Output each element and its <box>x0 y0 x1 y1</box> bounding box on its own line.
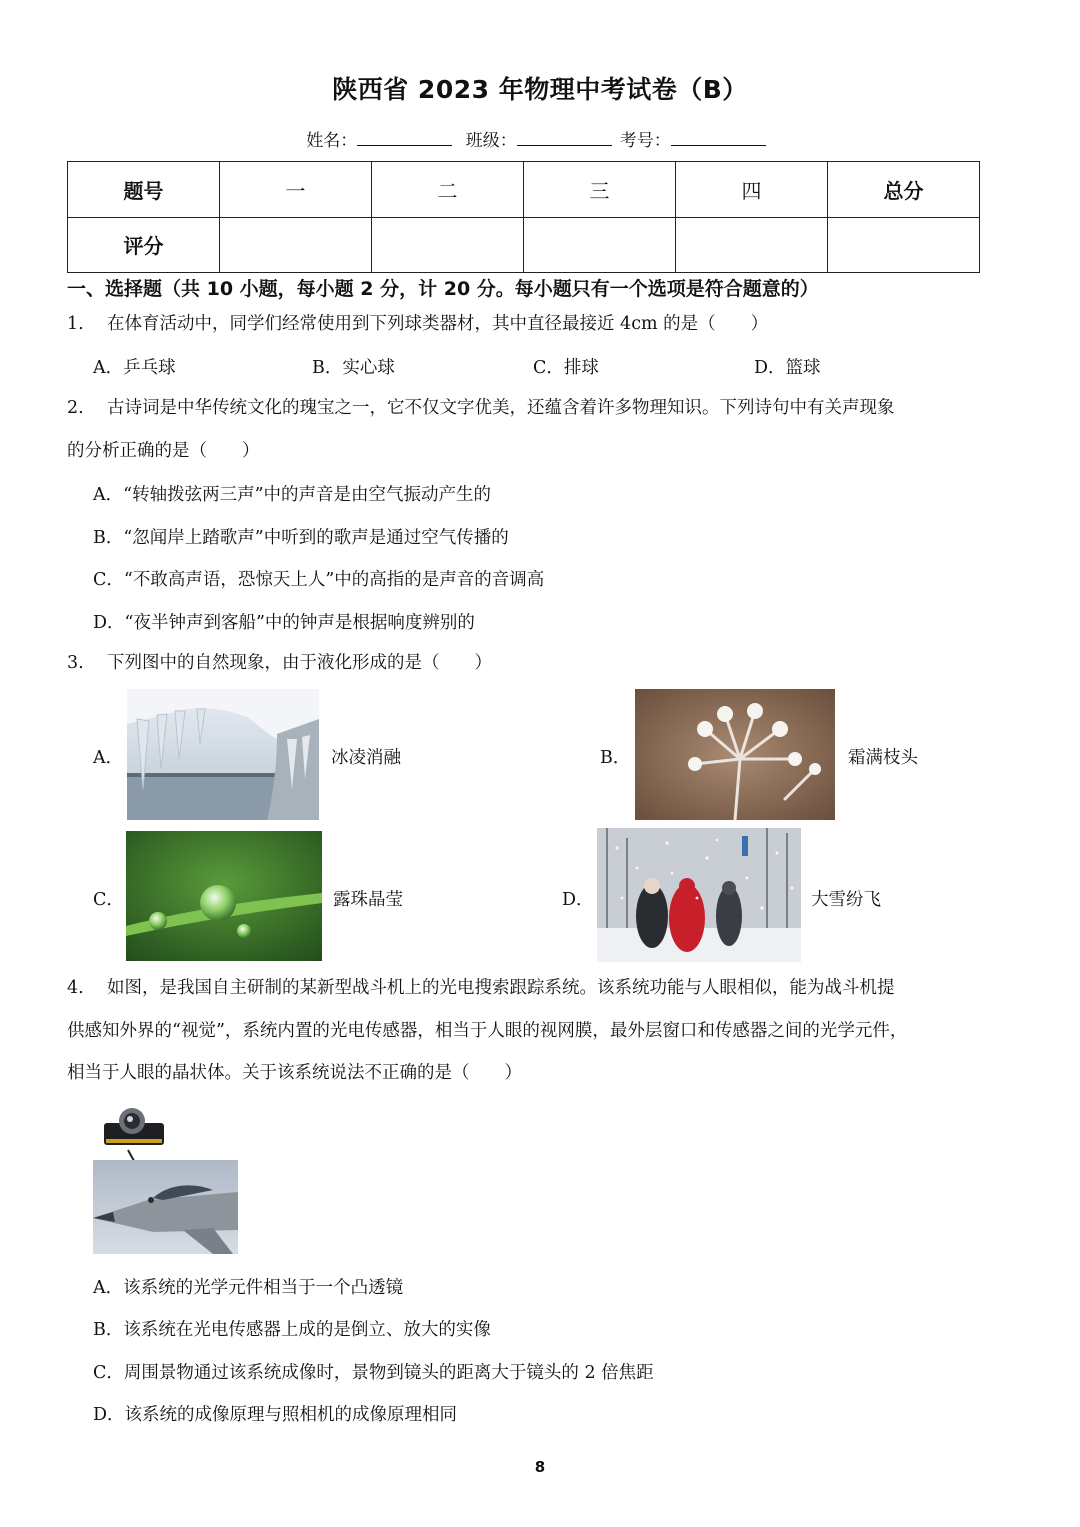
option-d-caption: 大雪纷飞 <box>811 890 881 910</box>
question-text-continued: 供感知外界的“视觉”，系统内置的光电传感器，相当于人眼的视网膜，最外层窗口和传感器之间的光学元件， <box>67 1021 908 1041</box>
option-c-caption: 露珠晶莹 <box>333 890 403 910</box>
score-table-header-row <box>68 162 980 218</box>
score-cell: 二 <box>372 162 524 218</box>
score-cell-empty <box>372 217 524 273</box>
page-number: 8 <box>534 1458 546 1476</box>
option-d-letter: D． <box>562 890 594 910</box>
snowfall-photo <box>597 828 801 962</box>
exam-no-blank <box>671 129 766 146</box>
question-number: 2. <box>67 398 84 418</box>
name-blank <box>357 129 452 146</box>
question-number: 4. <box>67 978 84 998</box>
question-text: 如图，是我国自主研制的某新型战斗机上的光电搜索跟踪系统。该系统功能与人眼相似，能为战斗机提 <box>107 978 895 998</box>
question-number: 3. <box>67 653 84 673</box>
option-b: B．“忽闻岸上踏歌声”中听到的歌声是通过空气传播的 <box>93 528 509 548</box>
question-2 <box>67 396 895 420</box>
score-cell: 题号 <box>68 162 220 218</box>
score-cell: 三 <box>524 162 676 218</box>
name-label: 姓名： <box>306 131 358 151</box>
fighter-jet-photo <box>93 1160 238 1254</box>
dewdrop-photo <box>126 831 322 961</box>
option-c: C．排球 <box>533 358 599 378</box>
option-b-caption: 霜满枝头 <box>848 748 918 768</box>
class-blank <box>517 129 612 146</box>
option-b: B．该系统在光电传感器上成的是倒立、放大的实像 <box>93 1320 491 1340</box>
question-3 <box>67 651 492 675</box>
option-a: A．该系统的光学元件相当于一个凸透镜 <box>93 1278 404 1298</box>
score-cell: 四 <box>676 162 828 218</box>
question-text: 古诗词是中华传统文化的瑰宝之一，它不仅文字优美，还蕴含着许多物理知识。下列诗句中有关声现象 <box>107 398 895 418</box>
score-table <box>67 161 980 273</box>
frost-branch-photo <box>635 689 835 820</box>
option-c: C．“不敢高声语，恐惊天上人”中的高指的是声音的音调高 <box>93 570 545 590</box>
class-label: 班级： <box>465 131 517 151</box>
question-4 <box>67 976 895 1000</box>
question-text-continued: 的分析正确的是（ ） <box>67 441 260 461</box>
option-c-letter: C． <box>93 890 124 910</box>
question-text: 下列图中的自然现象，由于液化形成的是（ ） <box>107 653 492 673</box>
optical-sensor-photo <box>100 1103 168 1151</box>
score-cell-empty <box>524 217 676 273</box>
score-cell: 评分 <box>68 217 220 273</box>
score-cell-empty <box>220 217 372 273</box>
option-d: D．“夜半钟声到客船”中的钟声是根据响度辨别的 <box>93 613 475 633</box>
page-title: 陕西省 2023 年物理中考试卷（B） <box>332 75 748 104</box>
score-cell-empty <box>828 217 980 273</box>
question-1 <box>67 312 768 336</box>
option-d: D．该系统的成像原理与照相机的成像原理相同 <box>93 1405 458 1425</box>
score-cell: 总分 <box>828 162 980 218</box>
option-a: A．“转轴拨弦两三声”中的声音是由空气振动产生的 <box>93 485 492 505</box>
score-table-row <box>68 217 980 273</box>
option-b: B．实心球 <box>312 358 395 378</box>
score-cell-empty <box>676 217 828 273</box>
option-d: D．篮球 <box>754 358 821 378</box>
option-a-caption: 冰凌消融 <box>331 748 401 768</box>
student-info-line <box>0 126 1080 151</box>
question-text: 在体育活动中，同学们经常使用到下列球类器材，其中直径最接近 4cm 的是（ ） <box>107 314 769 334</box>
section-heading: 一、选择题（共 10 小题，每小题 2 分，计 20 分。每小题只有一个选项是符合题意的） <box>67 278 819 300</box>
option-a: A．乒乓球 <box>93 358 176 378</box>
exam-no-label: 考号： <box>619 131 671 151</box>
option-c: C．周围景物通过该系统成像时，景物到镜头的距离大于镜头的 2 倍焦距 <box>93 1363 654 1383</box>
question-number: 1. <box>67 314 84 334</box>
icicle-photo <box>127 689 319 820</box>
option-a-letter: A． <box>93 748 124 768</box>
option-b-letter: B． <box>600 748 631 768</box>
question-text-continued: 相当于人眼的晶状体。关于该系统说法不正确的是（ ） <box>67 1063 522 1083</box>
score-cell: 一 <box>220 162 372 218</box>
